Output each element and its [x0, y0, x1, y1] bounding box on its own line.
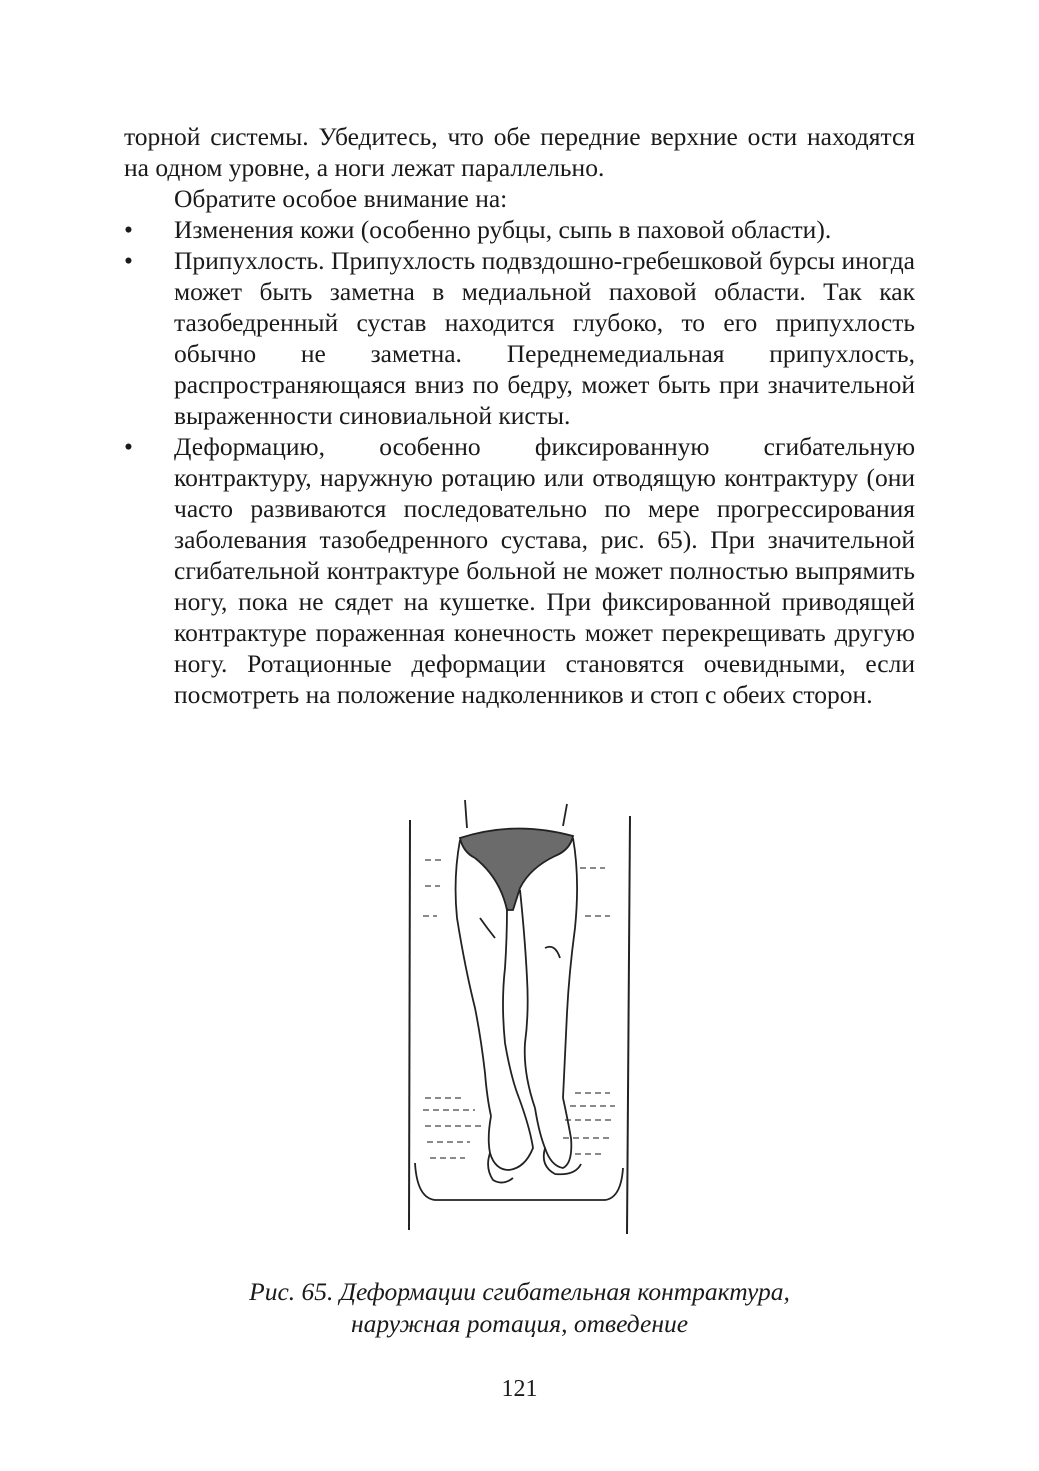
- body-text: [124, 121, 915, 710]
- page-number: 121: [501, 1376, 538, 1402]
- left-leg: [456, 840, 533, 1183]
- figure-legs-illustration: [395, 798, 645, 1238]
- figure-caption: [0, 1276, 1039, 1340]
- caption-line: Рис. 65. Деформации сгибательная контрактура,: [249, 1277, 790, 1306]
- bullet-icon: •: [124, 432, 133, 461]
- underpants: [460, 828, 573, 910]
- list-item: [124, 214, 915, 245]
- paragraph-continuation: торной системы. Убедитесь, что обе передние верхние ости находятся на одном уровне, а ноги лежат параллельно.: [124, 122, 915, 182]
- list-item-text: Деформацию, особенно фиксированную сгибательную контрактуру, наружную ротацию или отводящую контрактуру (они часто развиваются последовательно по мере прогрессирования заболевания тазобедренного сустава, рис. 65). При значительной сгибательной контрактуре больной не может полностью выпрямить ногу, пока не сядет на кушетке. При фиксированной приводящей контрактуре пораженная конечность может перекрещивать другую ногу. Ротационные деформации становятся очевидными, если посмотреть на положение надколенников и стоп с обеих сторон.: [174, 432, 915, 709]
- list-item: [124, 245, 915, 431]
- list-item: [124, 431, 915, 710]
- legs-drawing: [395, 798, 645, 1238]
- bullet-list: [124, 214, 915, 710]
- bullet-icon: •: [124, 215, 133, 244]
- list-item-text: Изменения кожи (особенно рубцы, сыпь в паховой области).: [174, 215, 832, 244]
- couch-hatching: [423, 860, 615, 1158]
- torso-lines: [465, 800, 567, 828]
- right-leg: [520, 838, 581, 1174]
- paragraph-intro: Обратите особое внимание на:: [174, 184, 508, 213]
- caption-line: наружная ротация, отведение: [350, 1309, 689, 1338]
- bullet-icon: •: [124, 246, 133, 275]
- list-item-text: Припухлость. Припухлость подвздошно-гребешковой бурсы иногда может быть заметна в медиальной паховой области. Так как тазобедренный сустав находится глубоко, то его припухлость обычно не заметна. Переднемедиальная припухлость, распространяющаяся вниз по бедру, может быть при значительной выраженности синовиальной кисты.: [174, 246, 915, 430]
